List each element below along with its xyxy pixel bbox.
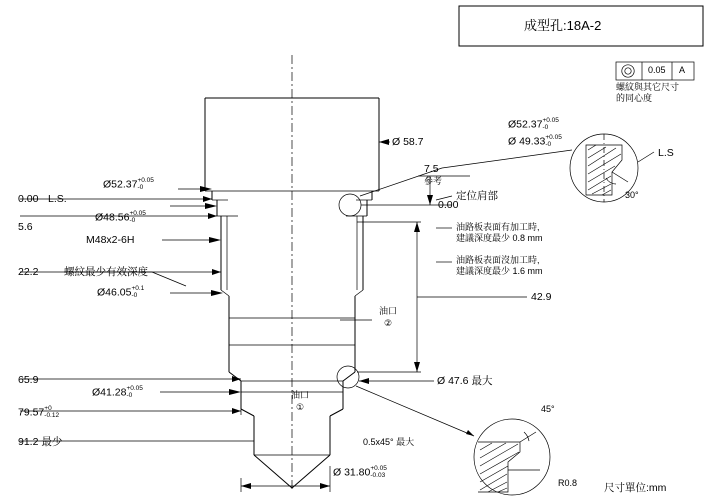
- callout-dia-41-28: Ø41.28 +0.05 -0: [92, 385, 143, 399]
- detail-dia-49-33: Ø 49.33 +0.05 -0: [508, 134, 562, 148]
- note-zero: 0.00: [438, 199, 459, 211]
- gdt-tolerance: 0.05: [648, 65, 666, 75]
- callout-dia-52-37: Ø52.37 +0.05 -0: [103, 177, 154, 191]
- note-7-5: 7.5: [424, 163, 439, 175]
- title-text: 成型孔:18A-2: [524, 18, 602, 33]
- detail-radius: R0.8: [558, 478, 578, 488]
- dim-0-00: 0.00: [18, 193, 39, 205]
- callout-thread-m48: M48x2-6H: [86, 234, 135, 246]
- port-2-number: ②: [384, 318, 393, 328]
- dim-22-2: 22.2: [18, 266, 39, 278]
- note-chamfer: 0.5x45° 最大: [363, 437, 415, 447]
- dim-79-57: 79.57 +0 -0.12: [18, 405, 60, 419]
- detail-angle-45: 45°: [541, 404, 555, 414]
- dim-42-9: 42.9: [531, 291, 552, 303]
- detail-angle-30: 30°: [625, 190, 639, 200]
- gdt-note-line1: 螺紋與其它尺寸: [616, 82, 680, 92]
- port-1-number: ①: [296, 402, 305, 412]
- dim-5-6: 5.6: [18, 221, 33, 233]
- dim-65-9: 65.9: [18, 374, 39, 386]
- gdt-note-line2: 的同心度: [616, 93, 653, 103]
- note-machined-line2: 建議深度最少 0.8 mm: [456, 233, 543, 243]
- dim-91-2: 91.2 最少: [18, 436, 63, 448]
- detail-dia-52-37: Ø52.37 +0.05 -0: [508, 117, 559, 131]
- dim-0-00-label: L.S.: [48, 193, 67, 205]
- callout-dia-31-80: Ø 31.80 +0.05 -0.03: [333, 465, 387, 479]
- gdt-datum: A: [679, 65, 686, 75]
- port-1-label: 油口: [291, 390, 310, 400]
- units-note: 尺寸單位:mm: [604, 482, 667, 494]
- note-locating-shoulder: 定位肩部: [456, 190, 498, 202]
- note-unmachined-line2: 建議深度最少 1.6 mm: [456, 266, 543, 276]
- callout-dia-46-05: Ø46.05 +0.1 -0: [97, 285, 145, 299]
- callout-dia-48-56: Ø48.56 +0.05 -0: [95, 210, 146, 224]
- callout-dia-58-7: Ø 58.7: [392, 136, 424, 148]
- port-2-label: 油口: [379, 306, 398, 316]
- callout-dia-47-6-max: Ø 47.6 最大: [437, 375, 493, 387]
- note-unmachined-line1: 油路板表面沒加工時,: [456, 255, 540, 265]
- callout-thread-depth: 螺紋最少有效深度: [64, 266, 148, 278]
- detail-ls-label: L.S: [658, 147, 674, 159]
- note-machined-line1: 油路板表面有加工時,: [456, 222, 540, 232]
- note-ref: 參考: [424, 176, 443, 186]
